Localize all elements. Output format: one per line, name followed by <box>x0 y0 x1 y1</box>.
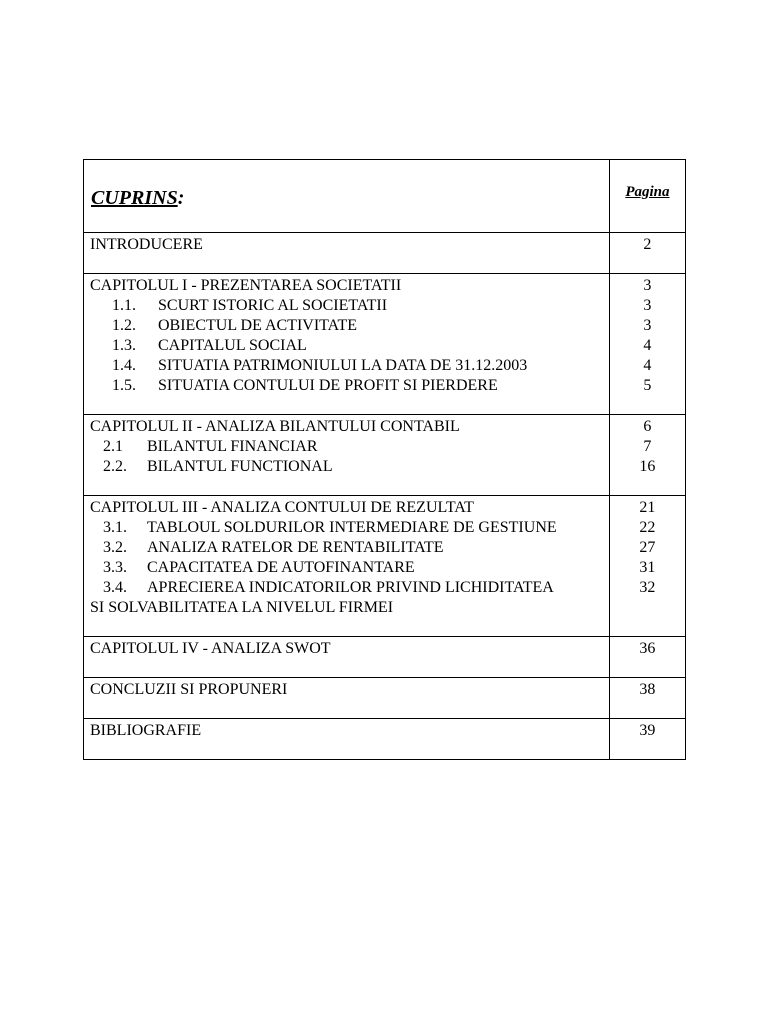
section-title: CAPITOLUL III - ANALIZA CONTULUI DE REZULTAT <box>90 499 474 516</box>
subsection-number: 1.5. <box>112 377 136 394</box>
subsection-number: 3.4. <box>103 579 127 596</box>
subsection-item <box>90 558 603 578</box>
toc-heading-text: CUPRINS <box>91 187 178 209</box>
section-title-cell <box>84 415 610 496</box>
section-title: CAPITOLUL II - ANALIZA BILANTULUI CONTABIL <box>90 418 460 435</box>
subsection-number: 3.1. <box>103 519 127 536</box>
subsection-text-continuation: SI SOLVABILITATEA LA NIVELUL FIRMEI <box>90 599 394 616</box>
section-page-number: 21 <box>639 499 656 516</box>
table-of-contents <box>83 159 686 760</box>
section-title-cell <box>84 496 610 637</box>
toc-heading <box>91 188 184 208</box>
section-title: CAPITOLUL I - PREZENTAREA SOCIETATII <box>90 277 402 294</box>
subsection-item <box>90 518 603 538</box>
subsection-page-number: 31 <box>639 559 656 576</box>
page-column-header-cell <box>609 160 685 233</box>
subsection-item <box>90 376 603 396</box>
subsection-number: 3.3. <box>103 559 127 576</box>
section-title: CAPITOLUL IV - ANALIZA SWOT <box>90 640 331 657</box>
subsection-text: SITUATIA CONTULUI DE PROFIT SI PIERDERE <box>158 377 498 394</box>
subsection-text: ANALIZA RATELOR DE RENTABILITATE <box>147 539 444 556</box>
toc-section-row <box>84 233 686 274</box>
section-page-cell <box>609 233 685 274</box>
subsection-number: 1.4. <box>112 357 136 374</box>
section-page-cell <box>609 496 685 637</box>
subsection-number: 1.2. <box>112 317 136 334</box>
section-title-cell <box>84 719 610 760</box>
toc-section-row <box>84 678 686 719</box>
section-page-cell <box>609 637 685 678</box>
subsection-number: 1.3. <box>112 337 136 354</box>
subsection-text: APRECIEREA INDICATORILOR PRIVIND LICHIDITATEA <box>147 579 554 596</box>
toc-header-row <box>84 160 686 233</box>
subsection-text: BILANTUL FUNCTIONAL <box>147 458 333 475</box>
toc-title-cell <box>84 160 610 233</box>
subsection-item <box>90 538 603 558</box>
subsection-text: CAPITALUL SOCIAL <box>158 337 307 354</box>
section-page-number: 2 <box>643 236 652 253</box>
subsection-page-number: 3 <box>643 297 652 314</box>
subsection-text: TABLOUL SOLDURILOR INTERMEDIARE DE GESTIUNE <box>147 519 557 536</box>
section-title-cell <box>84 274 610 415</box>
toc-section-row <box>84 637 686 678</box>
subsection-text: CAPACITATEA DE AUTOFINANTARE <box>147 559 415 576</box>
subsection-page-number: 16 <box>639 458 656 475</box>
section-title: CONCLUZII SI PROPUNERI <box>90 681 288 698</box>
subsection-page-number: 4 <box>643 337 652 354</box>
section-page-cell <box>609 415 685 496</box>
section-title: BIBLIOGRAFIE <box>90 722 202 739</box>
toc-section-row <box>84 415 686 496</box>
subsection-text: SCURT ISTORIC AL SOCIETATII <box>158 297 388 314</box>
toc-section-row <box>84 496 686 637</box>
subsection-number: 1.1. <box>112 297 136 314</box>
toc-section-row <box>84 719 686 760</box>
subsection-page-number: 22 <box>639 519 656 536</box>
subsection-text: OBIECTUL DE ACTIVITATE <box>158 317 357 334</box>
section-title-cell <box>84 233 610 274</box>
subsection-item <box>90 457 603 477</box>
section-page-number: 3 <box>643 277 652 294</box>
subsection-number: 3.2. <box>103 539 127 556</box>
subsection-text: SITUATIA PATRIMONIULUI LA DATA DE 31.12.2003 <box>158 357 528 374</box>
section-title-cell <box>84 678 610 719</box>
section-page-number: 36 <box>639 640 656 657</box>
subsection-page-number: 7 <box>643 438 652 455</box>
subsection-page-number: 32 <box>639 579 656 596</box>
subsection-item <box>90 356 603 376</box>
toc-section-row <box>84 274 686 415</box>
subsection-page-number: 4 <box>643 357 652 374</box>
subsection-page-number: 27 <box>639 539 656 556</box>
section-page-number: 38 <box>639 681 656 698</box>
section-page-cell <box>609 678 685 719</box>
section-page-cell <box>609 274 685 415</box>
section-title-cell <box>84 637 610 678</box>
subsection-item <box>90 437 603 457</box>
subsection-page-number: 3 <box>643 317 652 334</box>
subsection-number: 2.2. <box>103 458 127 475</box>
subsection-item <box>90 296 603 316</box>
subsection-item <box>90 316 603 336</box>
section-page-number: 6 <box>643 418 652 435</box>
subsection-page-number: 5 <box>643 377 652 394</box>
section-title: INTRODUCERE <box>90 236 203 253</box>
subsection-number: 2.1 <box>103 438 123 455</box>
subsection-text: BILANTUL FINANCIAR <box>147 438 318 455</box>
section-page-cell <box>609 719 685 760</box>
page-column-header: Pagina <box>625 184 670 200</box>
section-page-number: 39 <box>639 722 656 739</box>
subsection-item <box>90 578 603 598</box>
toc-heading-colon: : <box>177 187 185 209</box>
subsection-item <box>90 336 603 356</box>
